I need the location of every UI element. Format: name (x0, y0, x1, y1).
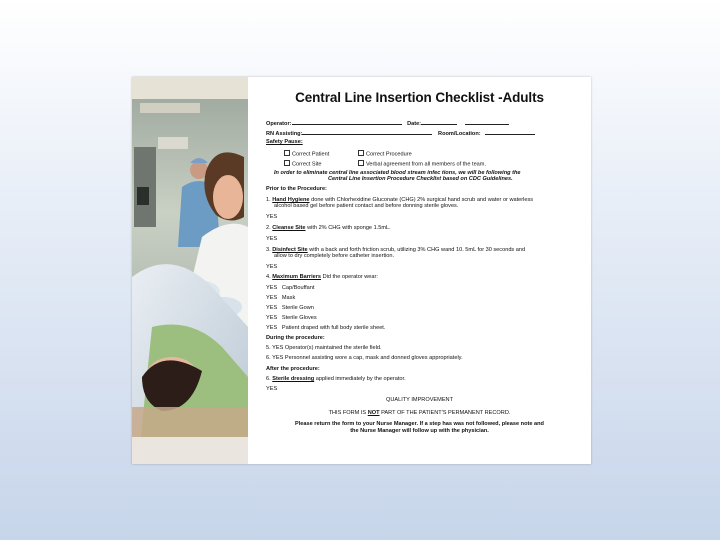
date-label: Date: (407, 121, 422, 127)
barrier-gown[interactable] (266, 305, 314, 312)
room-label: Room/Location: (438, 131, 481, 137)
check-correct-procedure[interactable] (358, 150, 412, 159)
step-6b-yes[interactable]: YES (266, 386, 278, 392)
barrier-label: Patient draped with full body sterile sheet. (281, 325, 386, 331)
step-1-yes[interactable]: YES (266, 214, 278, 220)
barrier-label: Mask (281, 295, 296, 301)
record-notice-not: NOT (367, 410, 380, 416)
barrier-yes[interactable]: YES (266, 285, 278, 291)
barrier-label: Sterile Gown (281, 305, 314, 311)
step-2-yes[interactable]: YES (266, 236, 278, 242)
step-5[interactable]: 5. YES Operator(s) maintained the sterile field. (266, 345, 382, 351)
barrier-yes[interactable]: YES (266, 325, 278, 331)
slide-card (132, 77, 591, 464)
step-number: 3. (266, 247, 271, 253)
checkbox[interactable] (358, 150, 364, 156)
return-instruction-2: the Nurse Manager will follow up with the physician. (350, 428, 489, 434)
step-6[interactable]: 6. YES Personnel assisting wore a cap, mask and donned gloves appropriately. (266, 355, 463, 361)
step-title: Maximum Barriers (272, 274, 322, 280)
barrier-sheet[interactable] (266, 325, 385, 332)
clinical-photo (132, 77, 248, 464)
barrier-cap[interactable] (266, 285, 314, 292)
form-title: Central Line Insertion Checklist -Adults (295, 90, 544, 105)
step-text: applied immediately by the operator. (314, 376, 406, 382)
date-field[interactable] (421, 119, 457, 125)
barrier-label: Sterile Gloves (281, 315, 317, 321)
check-label: Correct Procedure (366, 151, 412, 158)
operator-label: Operator: (266, 121, 292, 127)
step-3-cont: allow to dry completely before catheter insertion. (274, 253, 395, 259)
check-label: Verbal agreement from all members of the team. (366, 161, 487, 168)
step-1-cont: alcohol based gel before patient contact and before donning sterile gloves. (274, 203, 459, 209)
checkbox[interactable] (358, 160, 364, 166)
step-number: 2. (266, 225, 271, 231)
rn-label: RN Assisting: (266, 131, 303, 137)
step-title: Sterile dressing (272, 376, 315, 382)
barrier-gloves[interactable] (266, 315, 317, 322)
record-notice-post: PART OF THE PATIENT'S PERMANENT RECORD. (379, 410, 511, 416)
checklist-form (248, 77, 591, 464)
check-label: Correct Patient (292, 151, 330, 158)
record-notice (248, 410, 591, 417)
step-title: Hand Hygiene (272, 197, 310, 203)
step-number: 4. (266, 274, 271, 280)
barrier-yes[interactable]: YES (266, 295, 278, 301)
check-correct-site[interactable] (284, 160, 322, 169)
clabsi-note-line-1: In order to eliminate central line associated blood stream infec tions, we will be following the (274, 170, 521, 176)
step-6b (266, 376, 406, 383)
step-4 (266, 274, 378, 281)
barrier-label: Cap/Bouffant (281, 285, 315, 291)
check-verbal-agreement[interactable] (358, 160, 486, 169)
check-correct-patient[interactable] (284, 150, 329, 159)
during-heading: During the procedure: (266, 335, 325, 341)
step-3-yes[interactable]: YES (266, 264, 278, 270)
room-field[interactable] (485, 129, 535, 135)
clabsi-note-line-2: Central Line Insertion Procedure Checklist based on CDC Guidelines. (328, 176, 513, 182)
checkbox[interactable] (284, 150, 290, 156)
step-number: 1. (266, 197, 271, 203)
step-text: Did the operator wear: (321, 274, 378, 280)
step-2 (266, 225, 391, 232)
date-field-extra[interactable] (465, 119, 509, 125)
rn-field[interactable] (302, 129, 432, 135)
quality-improvement-heading: QUALITY IMPROVEMENT (385, 397, 454, 403)
step-title: Cleanse Site (272, 225, 306, 231)
return-instruction-1: Please return the form to your Nurse Manager. If a step has was not followed, please note and (295, 421, 544, 427)
step-title: Disinfect Site (272, 247, 308, 253)
step-text: done with Chlorhexidine Gluconate (CHG) 2% surgical hand scrub and water or waterless (309, 197, 534, 203)
prior-heading: Prior to the Procedure: (266, 186, 327, 192)
record-notice-pre: THIS FORM IS (328, 410, 368, 416)
clinical-photo-image (132, 77, 248, 464)
step-text: with a back and forth friction scrub, utilizing 3% CHG wand 10. 5mL for 30 seconds and (307, 247, 526, 253)
check-label: Correct Site (292, 161, 322, 168)
operator-row (266, 119, 509, 128)
barrier-mask[interactable] (266, 295, 295, 302)
step-text: with 2% CHG with sponge 1.5mL. (305, 225, 391, 231)
after-heading: After the procedure: (266, 366, 320, 372)
barrier-yes[interactable]: YES (266, 315, 278, 321)
checkbox[interactable] (284, 160, 290, 166)
rn-row (266, 129, 535, 138)
step-number: 6. (266, 376, 271, 382)
safety-pause-heading: Safety Pause: (266, 139, 303, 145)
barrier-yes[interactable]: YES (266, 305, 278, 311)
operator-field[interactable] (292, 119, 402, 125)
